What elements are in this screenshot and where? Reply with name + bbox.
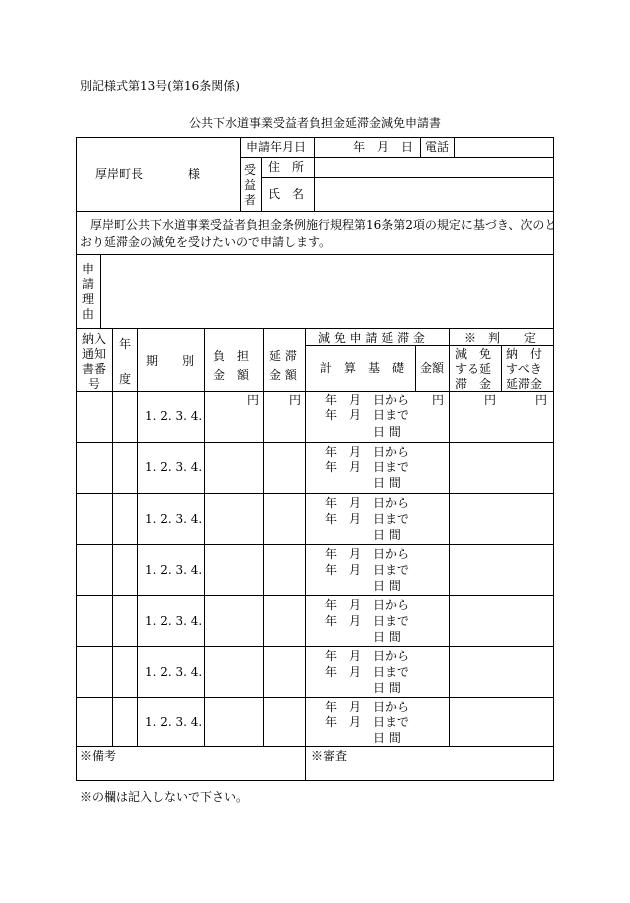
address-label: 住 所 xyxy=(268,160,305,174)
date-to[interactable]: 年 月 日まで xyxy=(325,563,410,577)
beneficiary-label: 受 益 者 xyxy=(243,163,256,207)
reason-label: 申 請 理 由 xyxy=(81,262,94,321)
amount-header: 金額 xyxy=(420,361,445,375)
day-count[interactable]: 日 間 xyxy=(373,579,401,593)
period-options[interactable]: 1. 2. 3. 4. xyxy=(145,665,203,679)
yen-unit: 円 xyxy=(484,393,497,407)
honorific: 様 xyxy=(188,167,201,181)
review-label: ※審査 xyxy=(311,749,348,763)
day-count[interactable]: 日 間 xyxy=(373,528,401,542)
date-from[interactable]: 年 月 日から xyxy=(325,496,410,510)
statement-line-2: おり延滞金の減免を受けたいので申請します。 xyxy=(80,235,332,249)
reason-field[interactable] xyxy=(101,255,553,327)
day-count[interactable]: 日 間 xyxy=(373,425,401,439)
date-from[interactable]: 年 月 日から xyxy=(325,598,410,612)
period-options[interactable]: 1. 2. 3. 4. xyxy=(145,460,203,474)
period-header: 期 別 xyxy=(146,354,195,368)
day-count[interactable]: 日 間 xyxy=(373,731,401,745)
remarks-label: ※備考 xyxy=(80,749,117,763)
calculation-basis-header: 計 算 基 礎 xyxy=(320,361,405,375)
phone-field[interactable] xyxy=(455,138,552,156)
remarks-field[interactable] xyxy=(77,764,304,779)
yen-unit: 円 xyxy=(535,393,548,407)
fiscal-year-header: 年 度 xyxy=(119,337,132,386)
phone-label: 電話 xyxy=(425,140,450,154)
notice-number-header: 納入 通知 書番 号 xyxy=(82,332,107,391)
day-count[interactable]: 日 間 xyxy=(373,681,401,695)
burden-amount-header: 負 担 金 額 xyxy=(213,349,250,382)
day-count[interactable]: 日 間 xyxy=(373,476,401,490)
footer-note: ※の欄は記入しないで下さい。 xyxy=(80,790,249,804)
exemption-group-header: 減 免 申 請 延 滞 金 xyxy=(318,331,425,345)
exempt-late-fee-header: 減 免 する延 滞 金 xyxy=(455,347,492,391)
date-from[interactable]: 年 月 日から xyxy=(325,393,410,407)
date-from[interactable]: 年 月 日から xyxy=(325,445,410,459)
form-reference: 別記様式第13号(第16条関係) xyxy=(80,79,240,93)
date-to[interactable]: 年 月 日まで xyxy=(325,460,410,474)
date-from[interactable]: 年 月 日から xyxy=(325,700,410,714)
application-date-value: 年 月 日 xyxy=(353,140,414,154)
period-options[interactable]: 1. 2. 3. 4. xyxy=(145,614,203,628)
late-amount-header: 延 滞 金 額 xyxy=(269,349,297,382)
addressee: 厚岸町長 xyxy=(95,167,144,181)
date-to[interactable]: 年 月 日まで xyxy=(325,614,410,628)
address-field[interactable] xyxy=(315,158,552,176)
yen-unit: 円 xyxy=(289,393,302,407)
date-from[interactable]: 年 月 日から xyxy=(325,547,410,561)
period-options[interactable]: 1. 2. 3. 4. xyxy=(145,512,203,526)
statement-line-1: 厚岸町公共下水道事業受益者負担金条例施行規程第16条第2項の規定に基づき、次のと xyxy=(90,218,557,232)
date-from[interactable]: 年 月 日から xyxy=(325,649,410,663)
judgment-group-header: ※ 判 定 xyxy=(464,331,537,345)
date-to[interactable]: 年 月 日まで xyxy=(325,665,410,679)
date-to[interactable]: 年 月 日まで xyxy=(325,512,410,526)
day-count[interactable]: 日 間 xyxy=(373,630,401,644)
name-label: 氏 名 xyxy=(268,187,305,201)
yen-unit: 円 xyxy=(247,393,260,407)
payable-late-fee-header: 納 付 すべき 延滞金 xyxy=(506,347,543,391)
date-to[interactable]: 年 月 日まで xyxy=(325,408,410,422)
application-date-label: 申請年月日 xyxy=(246,140,307,154)
period-options[interactable]: 1. 2. 3. 4. xyxy=(145,563,203,577)
yen-unit: 円 xyxy=(432,393,445,407)
period-options[interactable]: 1. 2. 3. 4. xyxy=(145,409,203,423)
date-to[interactable]: 年 月 日まで xyxy=(325,715,410,729)
period-options[interactable]: 1. 2. 3. 4. xyxy=(145,715,203,729)
name-field[interactable] xyxy=(315,178,552,210)
form-title: 公共下水道事業受益者負担金延滞金減免申請書 xyxy=(189,116,442,130)
